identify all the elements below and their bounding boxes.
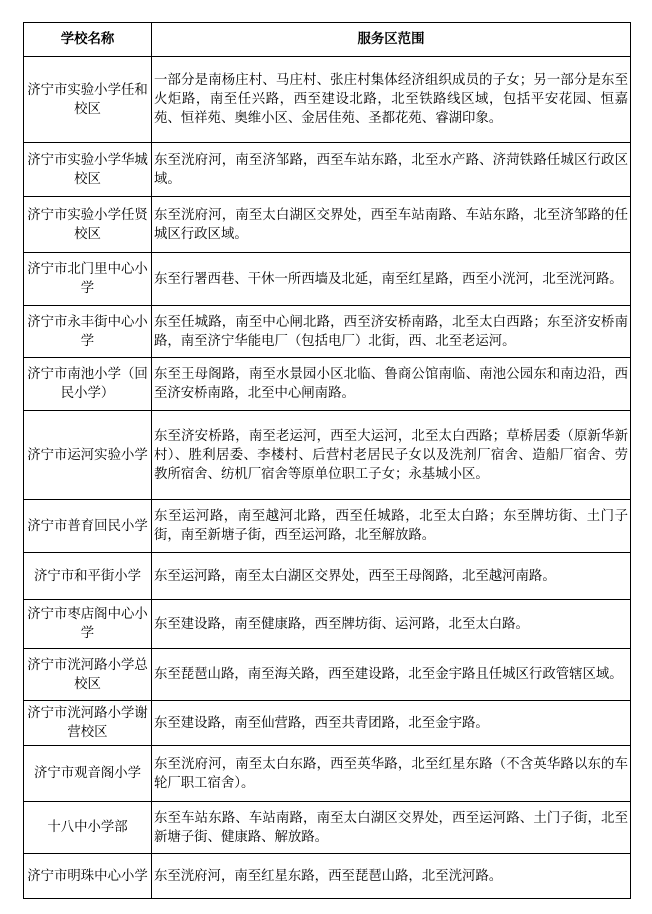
table-row xyxy=(24,306,631,358)
service-area: 东至洸府河，南至太白湖区交界处，西至车站南路、车站东路，北至济邹路的任城区行政区域。 xyxy=(152,197,631,253)
service-area: 东至运河路，南至太白湖区交界处，西至王母阁路，北至越河南路。 xyxy=(152,553,631,600)
service-area: 东至洸府河，南至济邹路，西至车站东路，北至水产路、济菏铁路任城区行政区域。 xyxy=(152,143,631,197)
table-row xyxy=(24,854,631,899)
service-area: 东至车站东路、车站南路，南至太白湖区交界处，西至运河路、土门子街，北至新塘子街、健康路、解放路。 xyxy=(152,802,631,854)
service-area: 东至济安桥路，南至老运河，西至大运河，北至太白西路；草桥居委（原新华新村）、胜利居委、李楼村、后营村老居民子女以及洗剂厂宿舍、造船厂宿舍、劳教所宿舍、纺机厂宿舍等原单位职工子女；永基城小区。 xyxy=(152,411,631,500)
school-name: 济宁市洸河路小学谢营校区 xyxy=(24,701,152,746)
service-area: 东至洸府河，南至太白东路，西至英华路，北至红星东路（不含英华路以东的车轮厂职工宿舍）。 xyxy=(152,746,631,802)
table-row xyxy=(24,197,631,253)
table-row xyxy=(24,802,631,854)
table-row xyxy=(24,500,631,553)
service-area: 东至运河路，南至越河北路，西至任城路，北至太白路；东至牌坊街、土门子街，南至新塘子街，西至运河路，北至解放路。 xyxy=(152,500,631,553)
service-area: 东至行署西巷、干休一所西墙及北延，南至红星路，西至小洸河，北至洸河路。 xyxy=(152,253,631,306)
table-header-row xyxy=(24,23,631,57)
school-name: 济宁市南池小学（回民小学） xyxy=(24,358,152,411)
table-row xyxy=(24,701,631,746)
service-area: 一部分是南杨庄村、马庄村、张庄村集体经济组织成员的子女；另一部分是东至火炬路，南至任兴路，西至建设北路，北至铁路线区域，包括平安花园、恒嘉苑、恒祥苑、奥维小区、金居佳苑、圣都花苑、睿湖印象。 xyxy=(152,57,631,143)
school-name: 济宁市观音阁小学 xyxy=(24,746,152,802)
school-name: 济宁市实验小学任贤校区 xyxy=(24,197,152,253)
school-name: 济宁市北门里中心小学 xyxy=(24,253,152,306)
school-name: 济宁市实验小学华城校区 xyxy=(24,143,152,197)
header-service-area: 服务区范围 xyxy=(152,23,631,57)
service-area: 东至建设路，南至仙营路，西至共青团路，北至金宇路。 xyxy=(152,701,631,746)
table-row xyxy=(24,143,631,197)
school-name: 济宁市枣店阁中心小学 xyxy=(24,600,152,649)
school-name: 济宁市运河实验小学 xyxy=(24,411,152,500)
header-school-name: 学校名称 xyxy=(24,23,152,57)
service-area: 东至建设路，南至健康路，西至牌坊街、运河路，北至太白路。 xyxy=(152,600,631,649)
table-row xyxy=(24,553,631,600)
table-row xyxy=(24,253,631,306)
school-name: 济宁市明珠中心小学 xyxy=(24,854,152,899)
school-name: 济宁市普育回民小学 xyxy=(24,500,152,553)
table-row xyxy=(24,649,631,701)
school-name: 济宁市洸河路小学总校区 xyxy=(24,649,152,701)
school-name: 济宁市实验小学任和校区 xyxy=(24,57,152,143)
school-name: 十八中小学部 xyxy=(24,802,152,854)
table-row xyxy=(24,746,631,802)
table-row xyxy=(24,358,631,411)
table-row xyxy=(24,57,631,143)
service-area: 东至琵琶山路，南至海关路，西至建设路，北至金宇路且任城区行政管辖区域。 xyxy=(152,649,631,701)
school-zone-table xyxy=(23,22,631,899)
service-area: 东至王母阁路，南至水景园小区北临、鲁商公馆南临、南池公园东和南边沿，西至济安桥南路，北至中心闸南路。 xyxy=(152,358,631,411)
school-name: 济宁市和平街小学 xyxy=(24,553,152,600)
table-row xyxy=(24,411,631,500)
service-area: 东至任城路，南至中心闸北路，西至济安桥南路，北至太白西路；东至济安桥南路，南至济宁华能电厂（包括电厂）北街，西、北至老运河。 xyxy=(152,306,631,358)
school-name: 济宁市永丰街中心小学 xyxy=(24,306,152,358)
service-area: 东至洸府河，南至红星东路，西至琵琶山路，北至洸河路。 xyxy=(152,854,631,899)
table-row xyxy=(24,600,631,649)
